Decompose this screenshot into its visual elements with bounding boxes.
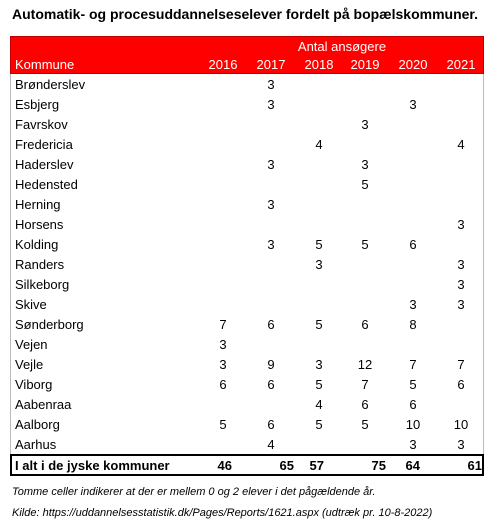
table-cell: 3 <box>457 297 465 312</box>
table-row <box>11 314 483 334</box>
kommune-name: Sønderborg <box>15 317 84 332</box>
table-cell: 5 <box>361 417 369 432</box>
kommune-name: Vejle <box>15 357 44 372</box>
table-header <box>10 36 484 74</box>
table-body <box>10 74 484 454</box>
table-cell: 6 <box>267 317 275 332</box>
table-cell: 6 <box>361 317 369 332</box>
table-cell: 3 <box>457 437 465 452</box>
table-cell: 5 <box>315 417 323 432</box>
total-value: 57 <box>309 458 324 473</box>
kommune-name: Silkeborg <box>15 277 70 292</box>
table-cell: 9 <box>267 357 275 372</box>
table-cell: 3 <box>361 157 369 172</box>
table-cell: 3 <box>409 437 417 452</box>
table-cell: 3 <box>457 257 465 272</box>
table-row <box>11 274 483 294</box>
table-cell: 6 <box>219 377 227 392</box>
table-cell: 6 <box>409 397 417 412</box>
year-header: 2021 <box>446 57 476 72</box>
table-cell: 4 <box>315 137 323 152</box>
table-cell: 3 <box>219 337 227 352</box>
table-row <box>11 194 483 214</box>
table-cell: 5 <box>361 237 369 252</box>
kommune-name: Skive <box>15 297 47 312</box>
kommune-name: Kolding <box>15 237 59 252</box>
table-cell: 3 <box>315 357 323 372</box>
total-label: I alt i de jyske kommuner <box>15 458 170 473</box>
kommune-name: Randers <box>15 257 65 272</box>
kommune-name: Vejen <box>15 337 48 352</box>
table-cell: 6 <box>267 377 275 392</box>
table-row <box>11 74 483 94</box>
kommune-name: Hedensted <box>15 177 78 192</box>
table-row <box>11 414 483 434</box>
kommune-name: Aabenraa <box>15 397 72 412</box>
table-cell: 7 <box>457 357 465 372</box>
footnote: Tomme celler indikerer at der er mellem 0 og 2 elever i det pågældende år. <box>12 486 376 498</box>
kommune-name: Herning <box>15 197 61 212</box>
kommune-name: Viborg <box>15 377 53 392</box>
table-cell: 3 <box>409 297 417 312</box>
total-value: 64 <box>405 458 420 473</box>
kommune-name: Aarhus <box>15 437 57 452</box>
table-row <box>11 134 483 154</box>
kommune-name: Favrskov <box>15 117 68 132</box>
year-header: 2016 <box>208 57 238 72</box>
table-row <box>11 94 483 114</box>
kommune-name: Esbjerg <box>15 97 60 112</box>
table-row <box>11 334 483 354</box>
total-value: 61 <box>467 458 482 473</box>
table-row <box>11 254 483 274</box>
table-cell: 3 <box>409 97 417 112</box>
table-cell: 8 <box>409 317 417 332</box>
kommune-name: Brønderslev <box>15 77 86 92</box>
table-row <box>11 374 483 394</box>
table-cell: 4 <box>457 137 465 152</box>
table-cell: 3 <box>267 97 275 112</box>
table-row <box>11 154 483 174</box>
table-cell: 5 <box>409 377 417 392</box>
kommune-name: Fredericia <box>15 137 73 152</box>
table-row <box>11 114 483 134</box>
table-cell: 6 <box>361 397 369 412</box>
table-cell: 6 <box>409 237 417 252</box>
year-header: 2020 <box>398 57 428 72</box>
table-cell: 5 <box>315 237 323 252</box>
total-value: 65 <box>279 458 294 473</box>
kommune-name: Haderslev <box>15 157 74 172</box>
table-cell: 5 <box>219 417 227 432</box>
table-row <box>11 294 483 314</box>
table-cell: 3 <box>315 257 323 272</box>
table-row <box>11 354 483 374</box>
table-cell: 3 <box>267 77 275 92</box>
table-cell: 3 <box>219 357 227 372</box>
source-note: Kilde: https://uddannelsesstatistik.dk/Pages/Reports/1621.aspx (udtræk pr. 10-8-2022) <box>12 507 433 519</box>
table-cell: 10 <box>405 417 421 432</box>
table-cell: 3 <box>267 157 275 172</box>
year-header: 2017 <box>256 57 286 72</box>
table-cell: 4 <box>315 397 323 412</box>
page-title: Automatik- og procesuddannelseselever fordelt på bopælskommuner. <box>12 6 478 22</box>
group-header: Antal ansøgere <box>297 39 387 54</box>
table-cell: 7 <box>361 377 369 392</box>
table-row <box>11 234 483 254</box>
table-cell: 10 <box>453 417 469 432</box>
table-cell: 6 <box>457 377 465 392</box>
year-header: 2019 <box>350 57 380 72</box>
total-value: 75 <box>371 458 386 473</box>
table-row <box>11 214 483 234</box>
total-row <box>10 454 484 476</box>
table-row <box>11 434 483 454</box>
table-cell: 5 <box>315 377 323 392</box>
kommune-name: Aalborg <box>15 417 60 432</box>
table-cell: 7 <box>409 357 417 372</box>
table-cell: 5 <box>361 177 369 192</box>
table-cell: 3 <box>457 277 465 292</box>
table-cell: 7 <box>219 317 227 332</box>
kommune-header: Kommune <box>15 57 75 72</box>
year-header: 2018 <box>304 57 334 72</box>
table-cell: 12 <box>357 357 373 372</box>
table-cell: 3 <box>361 117 369 132</box>
table-cell: 3 <box>267 197 275 212</box>
table-cell: 3 <box>457 217 465 232</box>
table-cell: 5 <box>315 317 323 332</box>
table-cell: 6 <box>267 417 275 432</box>
kommune-name: Horsens <box>15 217 64 232</box>
table-cell: 4 <box>267 437 275 452</box>
total-value: 46 <box>217 458 232 473</box>
applicants-table <box>10 36 484 476</box>
table-cell: 3 <box>267 237 275 252</box>
table-row <box>11 174 483 194</box>
table-row <box>11 394 483 414</box>
